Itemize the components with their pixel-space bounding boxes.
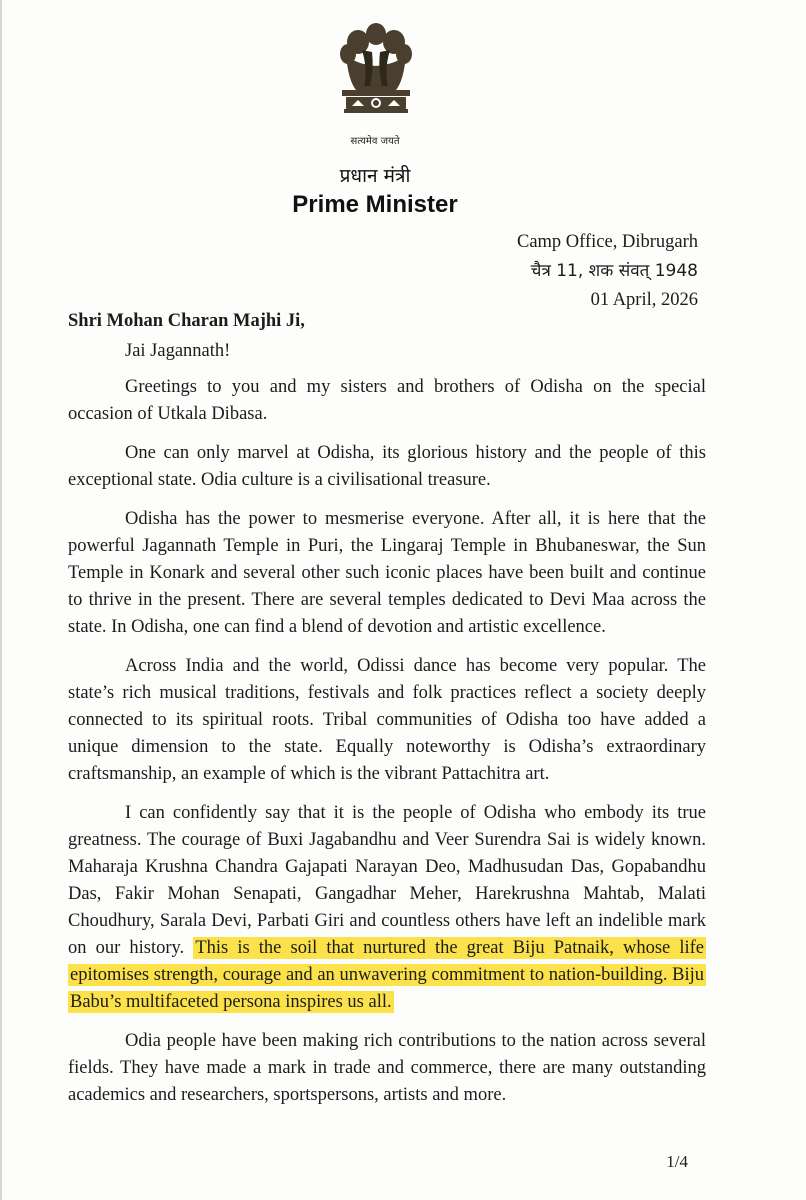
dateline xyxy=(517,228,698,315)
emblem-motto: सत्यमेव जयते xyxy=(350,136,400,147)
letter-body xyxy=(68,338,706,1121)
salutation: Shri Mohan Charan Majhi Ji, xyxy=(68,311,305,331)
dateline-date: 01 April, 2026 xyxy=(590,290,698,310)
paragraph-4: Across India and the world, Odissi dance has become very popular. The state’s rich musical traditions, festivals and folk practices reflect a society deeply connected to its spiritual roots. Tribal communities of Odisha too have added a unique dimension to the state. Equally noteworthy is Odisha’s extraordinary craftsmanship, an example of which is the vibrant Pattachitra art. xyxy=(68,656,706,784)
page-edge xyxy=(0,0,2,1200)
greeting-line: Jai Jagannath! xyxy=(125,341,231,361)
dateline-hindi-date: चैत्र 11, शक संवत् 1948 xyxy=(530,261,698,281)
paragraph-6: Odia people have been making rich contributions to the nation across several fields. They have made a mark in trade and commerce, there are many outstanding academics and researchers, sportspersons, artists and more. xyxy=(68,1031,706,1105)
office-title-english: Prime Minister xyxy=(292,191,458,218)
paragraph-3: Odisha has the power to mesmerise everyone. After all, it is here that the powerful Jagannath Temple in Puri, the Lingaraj Temple in Bhubaneswar, the Sun Temple in Konark and several other such iconic places have been built and continue to thrive in the present. There are several temples dedicated to Devi Maa across the state. In Odisha, one can find a blend of devotion and artistic excellence. xyxy=(68,509,706,637)
office-title-hindi: प्रधान मंत्री xyxy=(339,165,411,187)
paragraph-5-text: I can confidently say that it is the people of Odisha who embody its true greatness. The courage of Buxi Jagabandhu and Veer Surendra Sai is widely known. Maharaja Krushna Chandra Gajapati Narayan Deo, Madhusudan Das, Gopabandhu Das, Fakir Mohan Senapati, Gangadhar Meher, Harekrushna Mahtab, Malati Choudhury, Sarala Devi, Parbati Giri and countless others have left an indelible mark on our history. xyxy=(68,803,706,958)
highlighted-passage: This is the soil that nurtured the great Biju Patnaik, whose life epitomises strength, courage and an unwavering commitment to nation-building. Biju Babu’s multifaceted persona inspires us all. xyxy=(70,938,704,1012)
paragraph-1: Greetings to you and my sisters and brothers of Odisha on the special occasion of Utkala Dibasa. xyxy=(68,377,706,424)
paragraph-2: One can only marvel at Odisha, its glorious history and the people of this exceptional state. Odia culture is a civilisational treasure. xyxy=(68,443,706,490)
dateline-place: Camp Office, Dibrugarh xyxy=(516,232,698,252)
page-number: 1/4 xyxy=(666,1152,688,1171)
national-emblem-icon xyxy=(328,20,424,138)
paragraph-5 xyxy=(68,800,706,1016)
